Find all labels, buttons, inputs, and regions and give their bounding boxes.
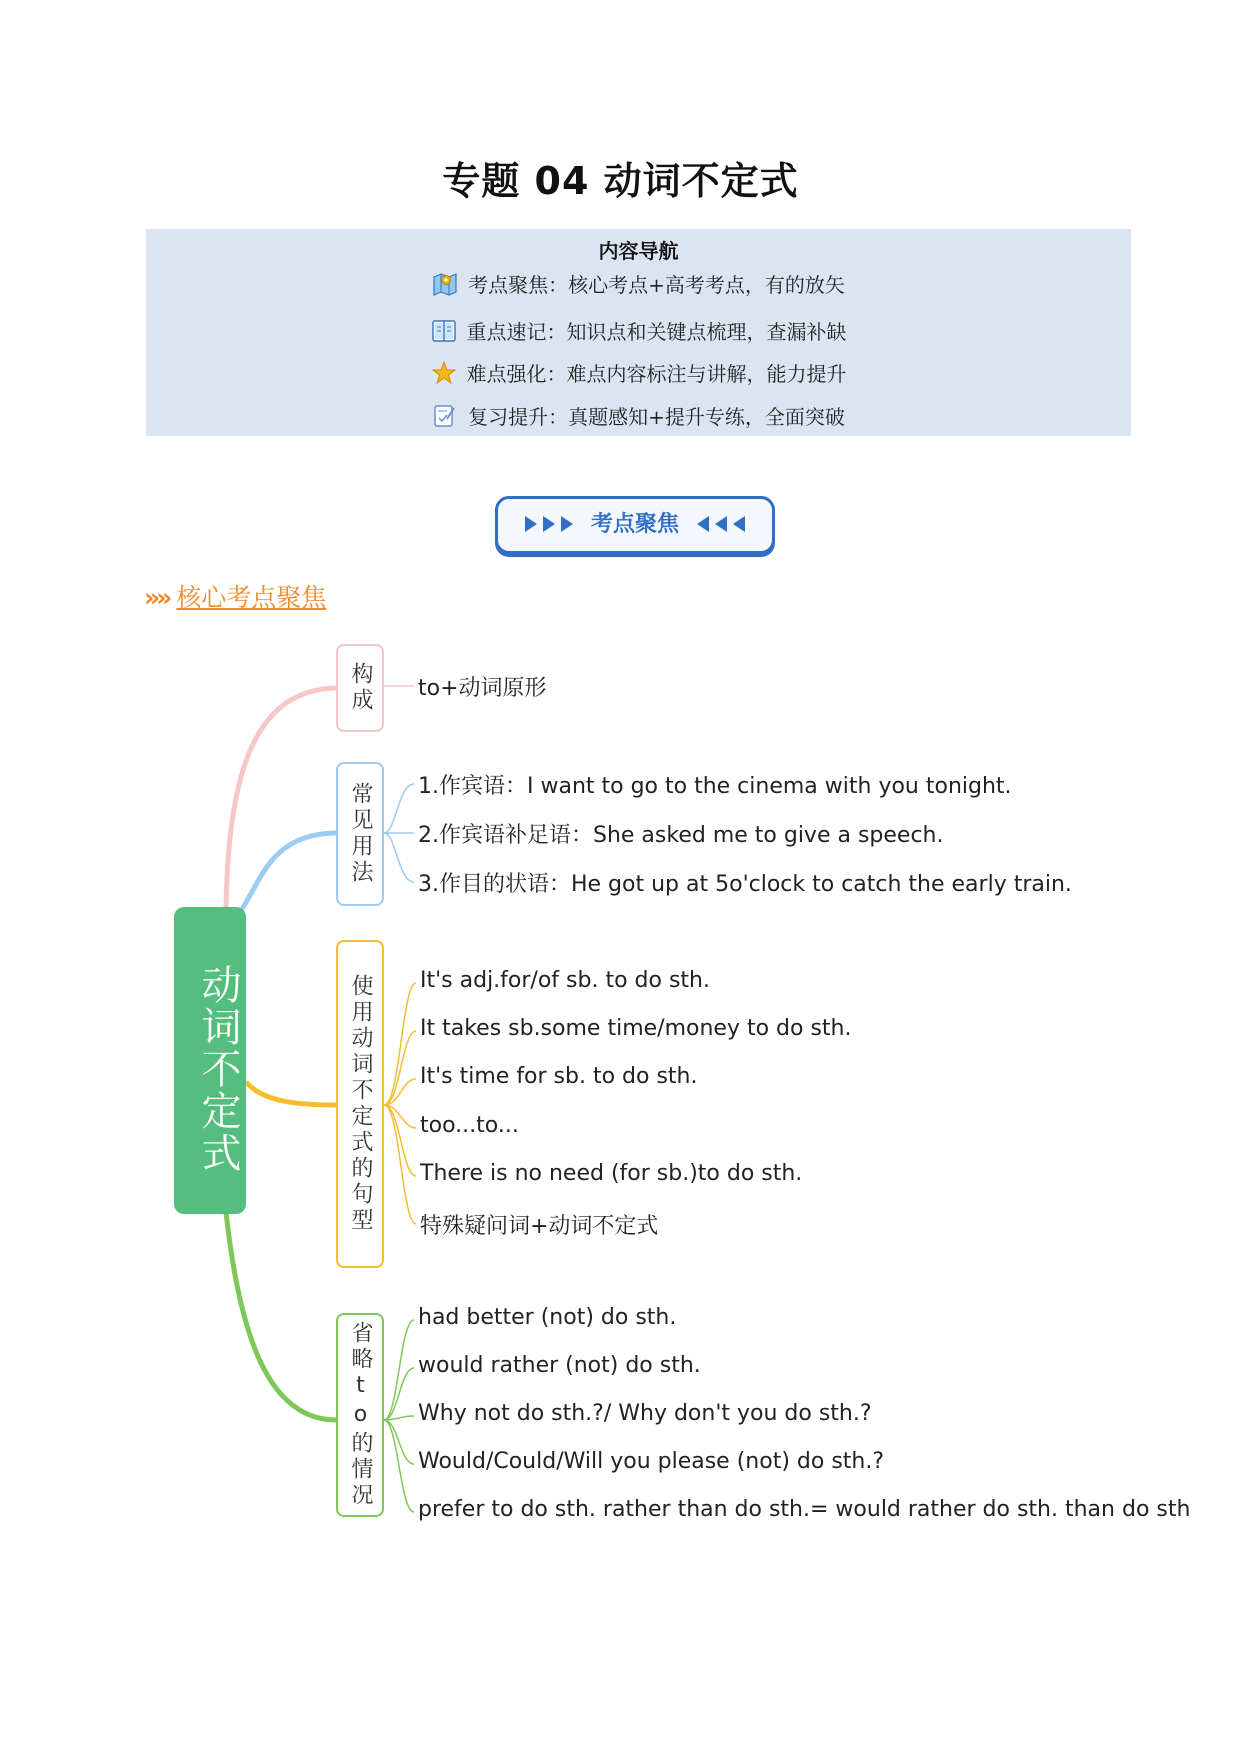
connector-pink: [226, 688, 336, 910]
leaf-item: 2.作宾语补足语：She asked me to give a speech.: [418, 823, 944, 848]
leaf-item: It's adj.for/of sb. to do sth.: [420, 968, 710, 993]
leaf-item: There is no need (for sb.)to do sth.: [420, 1161, 803, 1186]
leaf-item: Would/Could/Will you please (not) do sth.?: [418, 1449, 885, 1474]
leaf-item: to+动词原形: [418, 676, 547, 701]
leaf-item: It takes sb.some time/money to do sth.: [420, 1016, 852, 1041]
green-leaf-connectors: [384, 1320, 414, 1512]
nav-item-label: 考点聚焦：核心考点+高考考点，有的放矢: [468, 273, 845, 297]
nav-heading: 内容导航: [598, 239, 679, 263]
nav-item-label: 重点速记：知识点和关键点梳理，查漏补缺: [466, 320, 847, 344]
branch-composition: 构成: [336, 644, 384, 732]
page-title: 专题 04 动词不定式: [442, 159, 799, 203]
connector-green: [226, 1212, 336, 1420]
orange-leaf-connectors: [384, 983, 416, 1224]
mindmap-root: 动词不定式: [174, 907, 246, 1214]
leaf-item: would rather (not) do sth.: [418, 1353, 701, 1378]
connector-orange: [246, 1082, 336, 1105]
leaf-item: 特殊疑问词+动词不定式: [420, 1214, 659, 1239]
double-chevron-icon-2: »: [156, 583, 167, 612]
branch-sentence-patterns: 使用动词不定式的句型: [336, 940, 384, 1268]
leaf-item: 1.作宾语：I want to go to the cinema with you tonight.: [418, 774, 1012, 799]
leaf-item: It's time for sb. to do sth.: [420, 1064, 698, 1089]
nav-item-label: 复习提升：真题感知+提升专练，全面突破: [468, 405, 845, 429]
leaf-item: prefer to do sth. rather than do sth.= would rather do sth. than do sth: [418, 1497, 1191, 1522]
nav-item-label: 难点强化：难点内容标注与讲解，能力提升: [466, 362, 847, 386]
branch-common-usage: 常见用法: [336, 762, 384, 906]
connector-blue: [240, 833, 336, 912]
leaf-item: too...to...: [420, 1113, 519, 1138]
core-focus-label: 核心考点聚焦: [176, 583, 327, 612]
leaf-item: had better (not) do sth.: [418, 1305, 677, 1330]
section-button-label: 考点聚焦: [590, 512, 679, 537]
blue-leaf-connectors: [384, 784, 414, 882]
double-chevron-icon: »: [144, 583, 155, 612]
branch-omit-to: 省略to的情况: [336, 1313, 384, 1517]
leaf-item: 3.作目的状语：He got up at 5o'clock to catch the early train.: [418, 872, 1072, 897]
leaf-item: Why not do sth.?/ Why don't you do sth.?: [418, 1401, 872, 1426]
